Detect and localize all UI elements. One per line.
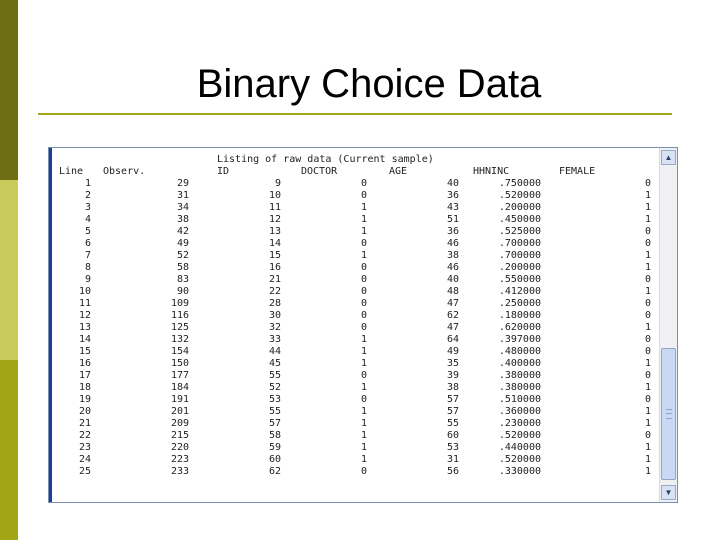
cell-observ: 132 [170,334,189,345]
cell-observ: 83 [176,274,189,285]
cell-line: 4 [84,214,91,225]
cell-female: 0 [644,226,651,237]
table-row [55,310,655,322]
title-underline [38,113,672,115]
cell-doctor: 1 [360,202,367,213]
cell-doctor: 1 [360,442,367,453]
cell-id: 14 [268,238,281,249]
table-row [55,274,655,286]
cell-hhninc: .450000 [498,214,541,225]
table-row [55,454,655,466]
cell-age: 51 [446,214,459,225]
table-row [55,442,655,454]
cell-id: 12 [268,214,281,225]
cell-observ: 49 [176,238,189,249]
cell-female: 1 [644,358,651,369]
cell-female: 1 [644,190,651,201]
cell-observ: 154 [170,346,189,357]
cell-hhninc: .480000 [498,346,541,357]
cell-age: 48 [446,286,459,297]
cell-doctor: 1 [360,406,367,417]
table-row [55,202,655,214]
table-row [55,226,655,238]
table-row [55,334,655,346]
cell-observ: 209 [170,418,189,429]
table-row [55,178,655,190]
cell-age: 46 [446,238,459,249]
cell-id: 21 [268,274,281,285]
cell-observ: 223 [170,454,189,465]
cell-observ: 90 [176,286,189,297]
cell-female: 0 [644,238,651,249]
cell-observ: 52 [176,250,189,261]
cell-observ: 109 [170,298,189,309]
cell-doctor: 0 [360,190,367,201]
cell-age: 53 [446,442,459,453]
cell-id: 62 [268,466,281,477]
cell-hhninc: .750000 [498,178,541,189]
cell-age: 47 [446,322,459,333]
cell-female: 0 [644,334,651,345]
cell-doctor: 0 [360,238,367,249]
cell-id: 58 [268,430,281,441]
listing-heading: Listing of raw data (Current sample) [217,154,434,165]
cell-hhninc: .200000 [498,262,541,273]
cell-observ: 184 [170,382,189,393]
cell-line: 1 [84,178,91,189]
cell-line: 25 [78,466,91,477]
cell-hhninc: .397000 [498,334,541,345]
cell-hhninc: .520000 [498,190,541,201]
cell-hhninc: .440000 [498,442,541,453]
cell-age: 64 [446,334,459,345]
cell-hhninc: .360000 [498,406,541,417]
table-row [55,358,655,370]
cell-observ: 191 [170,394,189,405]
cell-age: 40 [446,178,459,189]
cell-id: 32 [268,322,281,333]
col-header-doctor: DOCTOR [301,166,338,177]
cell-doctor: 1 [360,346,367,357]
table-row [55,370,655,382]
cell-female: 1 [644,262,651,273]
cell-female: 1 [644,406,651,417]
table-row [55,250,655,262]
sidebar-band-bottom [0,360,18,540]
cell-id: 57 [268,418,281,429]
cell-female: 0 [644,394,651,405]
cell-female: 0 [644,298,651,309]
cell-hhninc: .330000 [498,466,541,477]
cell-doctor: 0 [360,298,367,309]
cell-id: 16 [268,262,281,273]
cell-observ: 201 [170,406,189,417]
cell-female: 1 [644,214,651,225]
cell-hhninc: .520000 [498,454,541,465]
cell-female: 1 [644,322,651,333]
col-header-id: ID [217,166,230,177]
arrow-up-icon[interactable]: ▲ [661,150,676,165]
cell-age: 47 [446,298,459,309]
cell-doctor: 0 [360,370,367,381]
cell-id: 60 [268,454,281,465]
cell-hhninc: .230000 [498,418,541,429]
cell-doctor: 0 [360,394,367,405]
cell-doctor: 0 [360,274,367,285]
cell-line: 5 [84,226,91,237]
table-row [55,394,655,406]
cell-observ: 177 [170,370,189,381]
cell-id: 55 [268,406,281,417]
cell-age: 56 [446,466,459,477]
cell-line: 22 [78,430,91,441]
cell-age: 57 [446,406,459,417]
table-row [55,262,655,274]
cell-doctor: 1 [360,418,367,429]
cell-hhninc: .412000 [498,286,541,297]
cell-line: 20 [78,406,91,417]
cell-id: 53 [268,394,281,405]
cell-doctor: 1 [360,358,367,369]
cell-female: 0 [644,178,651,189]
cell-observ: 31 [176,190,189,201]
cell-female: 1 [644,250,651,261]
cell-age: 38 [446,382,459,393]
cell-line: 2 [84,190,91,201]
cell-hhninc: .250000 [498,298,541,309]
table-row [55,466,655,478]
cell-line: 11 [78,298,91,309]
scrollbar-thumb[interactable] [661,348,676,480]
output-listing [55,152,655,498]
cell-hhninc: .620000 [498,322,541,333]
cell-female: 1 [644,382,651,393]
cell-hhninc: .380000 [498,382,541,393]
cell-line: 14 [78,334,91,345]
cell-line: 12 [78,310,91,321]
cell-id: 55 [268,370,281,381]
cell-id: 28 [268,298,281,309]
cell-line: 24 [78,454,91,465]
cell-id: 15 [268,250,281,261]
cell-line: 8 [84,262,91,273]
output-window [48,147,678,503]
sidebar-band-middle [0,180,18,360]
table-row [55,346,655,358]
cell-id: 22 [268,286,281,297]
cell-hhninc: .180000 [498,310,541,321]
cell-observ: 29 [176,178,189,189]
cell-female: 0 [644,310,651,321]
cell-hhninc: .700000 [498,250,541,261]
cell-female: 1 [644,418,651,429]
vertical-scrollbar[interactable] [659,148,677,502]
cell-observ: 38 [176,214,189,225]
cell-female: 1 [644,286,651,297]
cell-doctor: 1 [360,250,367,261]
table-row [55,286,655,298]
cell-hhninc: .400000 [498,358,541,369]
cell-female: 1 [644,202,651,213]
col-header-hhninc: HHNINC [473,166,510,177]
cell-hhninc: .525000 [498,226,541,237]
cell-doctor: 1 [360,214,367,225]
cell-observ: 58 [176,262,189,273]
cell-female: 1 [644,466,651,477]
cell-line: 23 [78,442,91,453]
cell-id: 45 [268,358,281,369]
cell-age: 36 [446,226,459,237]
cell-line: 15 [78,346,91,357]
cell-age: 36 [446,190,459,201]
cell-doctor: 1 [360,334,367,345]
cell-id: 59 [268,442,281,453]
cell-observ: 215 [170,430,189,441]
cell-doctor: 1 [360,430,367,441]
cell-line: 10 [78,286,91,297]
cell-age: 43 [446,202,459,213]
table-row [55,190,655,202]
cell-observ: 42 [176,226,189,237]
cell-doctor: 1 [360,226,367,237]
cell-doctor: 0 [360,310,367,321]
grip-icon [666,409,672,419]
cell-age: 38 [446,250,459,261]
table-row [55,418,655,430]
table-row [55,406,655,418]
cell-age: 57 [446,394,459,405]
cell-doctor: 0 [360,322,367,333]
cell-hhninc: .520000 [498,430,541,441]
column-header-row [55,166,655,178]
cell-doctor: 0 [360,262,367,273]
cell-age: 49 [446,346,459,357]
cell-line: 6 [84,238,91,249]
cell-line: 13 [78,322,91,333]
cell-age: 60 [446,430,459,441]
cell-line: 16 [78,358,91,369]
table-row [55,382,655,394]
cell-female: 0 [644,274,651,285]
sidebar-band-top [0,0,18,180]
cell-id: 11 [268,202,281,213]
cell-age: 39 [446,370,459,381]
cell-line: 19 [78,394,91,405]
cell-age: 46 [446,262,459,273]
cell-age: 31 [446,454,459,465]
cell-id: 30 [268,310,281,321]
table-row [55,238,655,250]
cell-hhninc: .200000 [498,202,541,213]
table-row [55,430,655,442]
cell-observ: 150 [170,358,189,369]
col-header-female: FEMALE [559,166,596,177]
cell-observ: 125 [170,322,189,333]
cell-id: 33 [268,334,281,345]
cell-id: 10 [268,190,281,201]
cell-doctor: 1 [360,382,367,393]
cell-id: 52 [268,382,281,393]
cell-line: 17 [78,370,91,381]
cell-observ: 34 [176,202,189,213]
cell-age: 62 [446,310,459,321]
cell-observ: 233 [170,466,189,477]
cell-id: 9 [274,178,281,189]
col-header-line: Line [59,166,84,177]
col-header-observ: Observ. [103,166,146,177]
cell-doctor: 1 [360,454,367,465]
cell-doctor: 0 [360,466,367,477]
cell-hhninc: .550000 [498,274,541,285]
cell-age: 40 [446,274,459,285]
table-row [55,298,655,310]
cell-observ: 116 [170,310,189,321]
table-row [55,214,655,226]
slide-sidebar [0,0,18,540]
cell-line: 3 [84,202,91,213]
cell-line: 7 [84,250,91,261]
cell-female: 0 [644,370,651,381]
cell-id: 44 [268,346,281,357]
cell-doctor: 0 [360,286,367,297]
cell-doctor: 0 [360,178,367,189]
cell-observ: 220 [170,442,189,453]
cell-female: 1 [644,442,651,453]
cell-female: 0 [644,430,651,441]
cell-hhninc: .700000 [498,238,541,249]
cell-age: 35 [446,358,459,369]
table-row [55,322,655,334]
col-header-age: AGE [389,166,408,177]
cell-line: 9 [84,274,91,285]
cell-hhninc: .380000 [498,370,541,381]
cell-line: 18 [78,382,91,393]
cell-line: 21 [78,418,91,429]
slide-title: Binary Choice Data [196,62,542,106]
cell-age: 55 [446,418,459,429]
arrow-down-icon[interactable]: ▼ [661,485,676,500]
cell-id: 13 [268,226,281,237]
cell-female: 1 [644,454,651,465]
cell-female: 0 [644,346,651,357]
cell-hhninc: .510000 [498,394,541,405]
